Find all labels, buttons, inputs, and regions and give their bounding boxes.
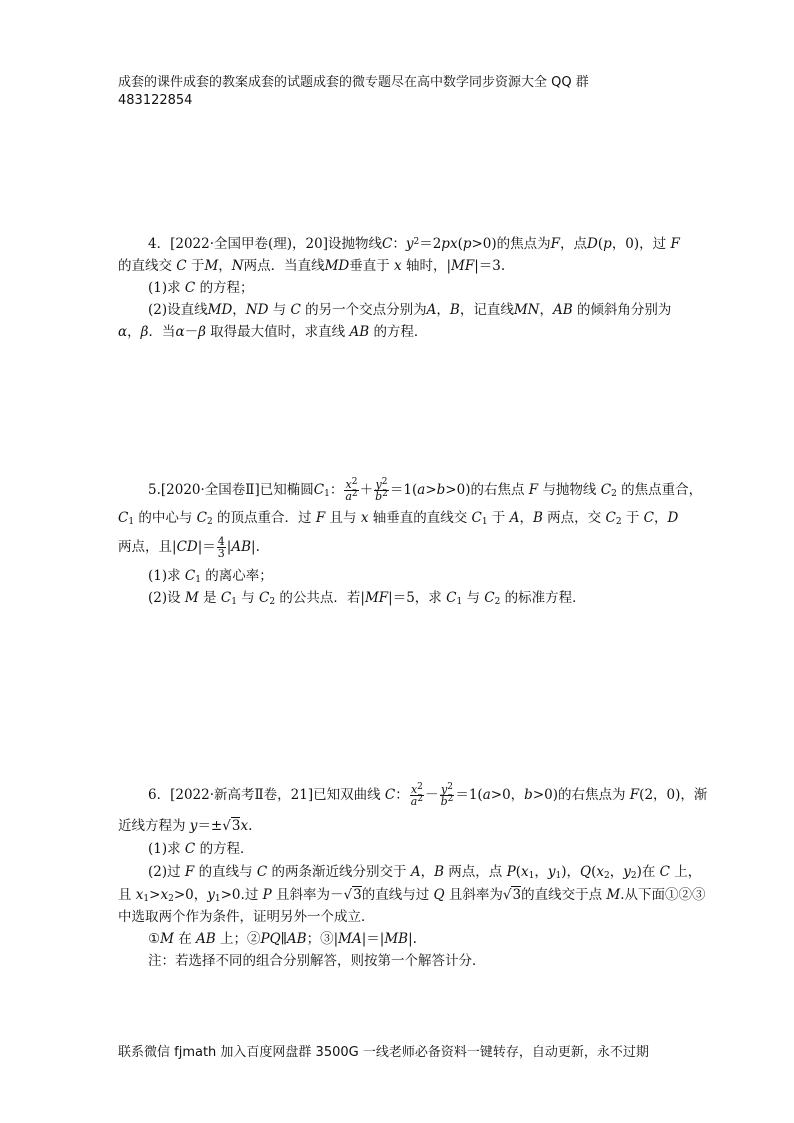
problem-5-line-1: 5.[2020·全国卷Ⅱ]已知椭圆$C_1$： $\frac{x^2}{a^2}$ ＋ $\frac{y^2}{b^2}$ ＝1(a>b>0)的右焦点 F 与抛物线 $C_2$ 的焦点重合，	[148, 477, 703, 503]
problem-6-line-4: (2)过 F 的直线与 C 的两条渐近线分别交于 A，B 两点，点 $P(x_1$，$y_1$)，$Q(x_2$，$y_2$)在 C 上，	[148, 864, 702, 881]
problem-4-line-4: (2)设直线MD，ND 与 C 的另一个交点分别为A，B，记直线MN，AB 的倾斜角分别为	[148, 302, 672, 318]
header-line-2: 483122854	[118, 93, 193, 108]
problem-5-line-4: (1)求 $C_1$ 的离心率；	[148, 568, 273, 585]
page-header	[118, 74, 678, 110]
problem-4-line-2: 的直线交 C 于M，N两点．当直线MD垂直于 x 轴时，|MF|＝3.	[118, 258, 506, 274]
problem-5-line-2: $C_1$ 的中心与 $C_2$ 的顶点重合．过 F 且与 x 轴垂直的直线交 $C_1$ 于 A，B 两点，交 $C_2$ 于 C，D	[118, 510, 679, 527]
problem-6-line-7: ①M 在 AB 上；②PQ∥AB；③|MA|＝|MB|.	[148, 931, 417, 947]
problem-6-note: 注：若选择不同的组合分别解答，则按第一个解答计分．	[148, 953, 486, 969]
header-line-1: 成套的课件成套的教案成套的试题成套的微专题尽在高中数学同步资源大全 QQ 群	[118, 75, 589, 90]
problem-4-line-3: (1)求 C 的方程；	[148, 280, 254, 296]
page-footer: 联系微信 fjmath 加入百度网盘群 3500G 一线老师必备资料一键转存，自动更新，永不过期	[118, 1045, 649, 1060]
problem-5-line-5: (2)设 M 是 $C_1$ 与 $C_2$ 的公共点．若|MF|＝5，求 $C_1$ 与 $C_2$ 的标准方程．	[148, 590, 586, 607]
problem-4-line-5: α，β．当α－β 取得最大值时，求直线 AB 的方程．	[118, 324, 428, 340]
problem-6-line-2: 近线方程为 y＝±√3x.	[118, 818, 253, 834]
problem-6-line-6: 中选取两个作为条件，证明另外一个成立．	[118, 909, 375, 925]
problem-6-line-1: 6．[2022·新高考Ⅱ卷，21]已知双曲线 C： $\frac{x^2}{a^2}$ － $\frac{y^2}{b^2}$ ＝1(a>0，b>0)的右焦点为 F(2，0)，渐	[148, 782, 708, 808]
problem-4-line-1: 4．[2022·全国甲卷(理)，20]设抛物线C：$y^2=2px(p>0)$的焦点为F，点D(p，0)，过 F	[148, 236, 680, 252]
problem-6-line-5: 且 $x_1>x_2>0$，$y_1>0$.过 P 且斜率为－√3的直线与过 Q 且斜率为√3的直线交于点 M.从下面①②③	[118, 887, 706, 904]
problem-5-line-3: 两点，且|CD|＝ $\frac{4}{3}$ |AB|.	[118, 535, 260, 560]
problem-6-line-3: (1)求 C 的方程．	[148, 841, 254, 857]
